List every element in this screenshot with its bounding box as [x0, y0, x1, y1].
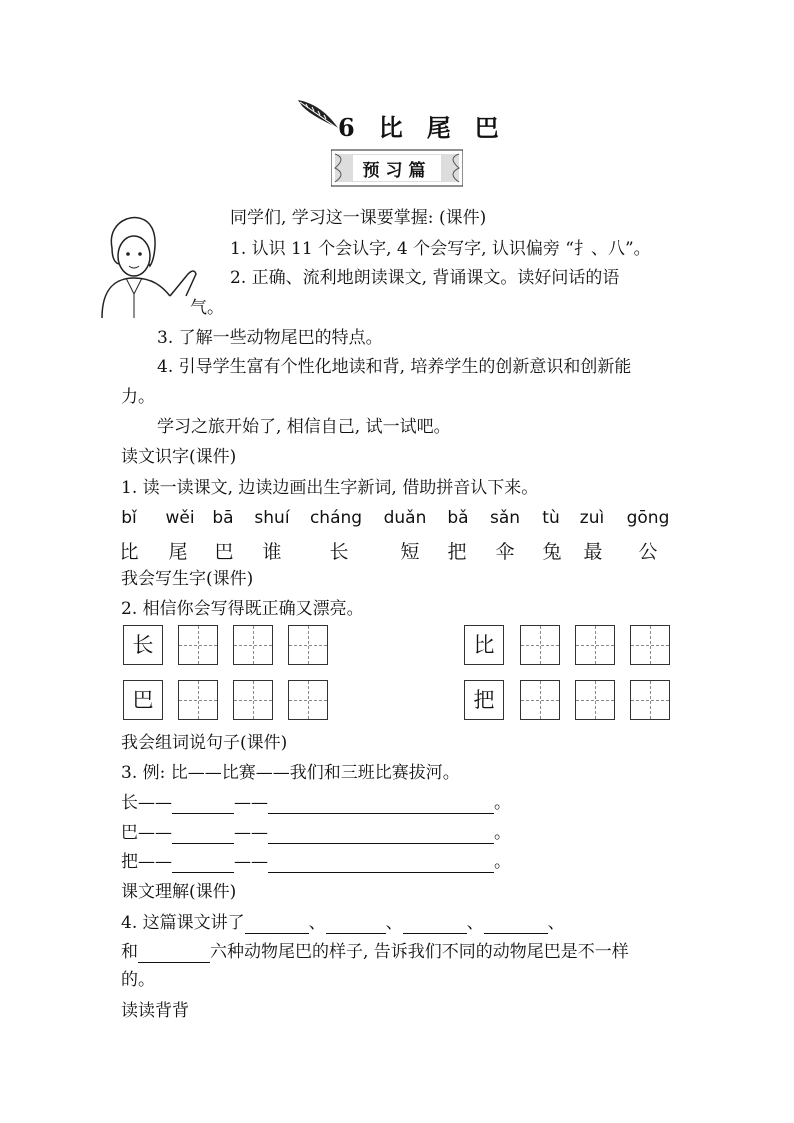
- question-4: 4. 这篇课文讲了 、 、 、 、: [121, 913, 565, 933]
- hanzi: 短: [400, 541, 420, 563]
- pinyin: bǎ: [447, 508, 469, 528]
- hanzi: 尾: [168, 541, 188, 563]
- hanzi: 巴: [214, 541, 234, 563]
- pinyin: wěi: [165, 508, 195, 528]
- question-4-end: 的。: [121, 970, 155, 990]
- writing-grid[interactable]: [178, 625, 218, 665]
- word-row: 巴—— —— 。: [121, 823, 511, 843]
- blank-sentence[interactable]: [268, 795, 494, 814]
- hanzi: 把: [447, 541, 467, 563]
- page-title: 6 比 尾 巴: [338, 113, 501, 142]
- writing-grid[interactable]: [630, 625, 670, 665]
- blank-sentence[interactable]: [268, 825, 494, 844]
- pinyin: cháng: [309, 508, 363, 528]
- pinyin: tù: [542, 508, 560, 528]
- writing-grid[interactable]: [575, 680, 615, 720]
- writing-grid[interactable]: [575, 625, 615, 665]
- goal-2-cont: 气。: [190, 298, 224, 318]
- blank-animal[interactable]: [245, 915, 309, 934]
- section-2-heading: 我会写生字(课件): [121, 569, 254, 589]
- blank-word[interactable]: [172, 795, 234, 814]
- pinyin: bǐ: [121, 508, 137, 528]
- pinyin: zuì: [579, 508, 605, 528]
- question-3-example: 3. 例: 比——比赛——我们和三班比赛拔河。: [121, 763, 460, 783]
- hanzi: 长: [329, 541, 349, 563]
- blank-word[interactable]: [172, 825, 234, 844]
- goal-3: 3. 了解一些动物尾巴的特点。: [157, 328, 383, 348]
- teacher-illustration: [92, 208, 202, 318]
- section-3-heading: 我会组词说句子(课件): [121, 733, 288, 753]
- writing-grid[interactable]: [520, 625, 560, 665]
- writing-grid[interactable]: [288, 625, 328, 665]
- hanzi: 伞: [495, 541, 515, 563]
- feather-icon: [296, 98, 342, 132]
- pinyin: gōng: [626, 508, 670, 528]
- section-5-heading: 读读背背: [121, 1001, 189, 1021]
- blank-word[interactable]: [172, 854, 234, 873]
- blank-animal[interactable]: [484, 915, 548, 934]
- word-row: 长—— —— 。: [121, 793, 511, 813]
- writing-grid-model: 长: [123, 625, 163, 665]
- blank-animal[interactable]: [138, 944, 210, 963]
- intro-closing: 学习之旅开始了, 相信自己, 试一试吧。: [157, 417, 451, 437]
- writing-grid[interactable]: [233, 625, 273, 665]
- hanzi: 最: [583, 541, 603, 563]
- section-banner: [331, 148, 463, 188]
- section-title: 预习篇: [362, 161, 432, 181]
- writing-grid[interactable]: [520, 680, 560, 720]
- writing-grid-model: 巴: [123, 680, 163, 720]
- goal-4-cont: 力。: [121, 387, 155, 407]
- pinyin: sǎn: [489, 508, 521, 528]
- goal-1: 1. 认识 11 个会认字, 4 个会写字, 认识偏旁 “扌、八”。: [230, 239, 651, 259]
- hanzi: 比: [119, 541, 139, 563]
- writing-grid[interactable]: [288, 680, 328, 720]
- question-4-cont: 和 六种动物尾巴的样子, 告诉我们不同的动物尾巴是不一样: [121, 942, 629, 962]
- goal-2: 2. 正确、流利地朗读课文, 背诵课文。读好问话的语: [230, 268, 620, 288]
- hanzi: 兔: [542, 541, 562, 563]
- writing-grid-model: 比: [464, 625, 504, 665]
- blank-animal[interactable]: [403, 915, 467, 934]
- writing-grid[interactable]: [178, 680, 218, 720]
- hanzi: 谁: [262, 541, 282, 563]
- blank-sentence[interactable]: [268, 854, 494, 873]
- section-1-heading: 读文识字(课件): [121, 447, 237, 467]
- hanzi: 公: [638, 541, 658, 563]
- question-2: 2. 相信你会写得既正确又漂亮。: [121, 599, 364, 619]
- goal-4: 4. 引导学生富有个性化地读和背, 培养学生的创新意识和创新能: [157, 357, 632, 377]
- pinyin: shuí: [254, 508, 290, 528]
- intro-greeting: 同学们, 学习这一课要掌握: (课件): [230, 208, 487, 228]
- section-4-heading: 课文理解(课件): [121, 882, 237, 902]
- writing-grid[interactable]: [630, 680, 670, 720]
- writing-grid-model: 把: [464, 680, 504, 720]
- writing-grid[interactable]: [233, 680, 273, 720]
- question-1: 1. 读一读课文, 边读边画出生字新词, 借助拼音认下来。: [121, 478, 539, 498]
- word-row: 把—— —— 。: [121, 852, 511, 872]
- blank-animal[interactable]: [326, 915, 386, 934]
- pinyin: bā: [212, 508, 234, 528]
- pinyin: duǎn: [383, 508, 427, 528]
